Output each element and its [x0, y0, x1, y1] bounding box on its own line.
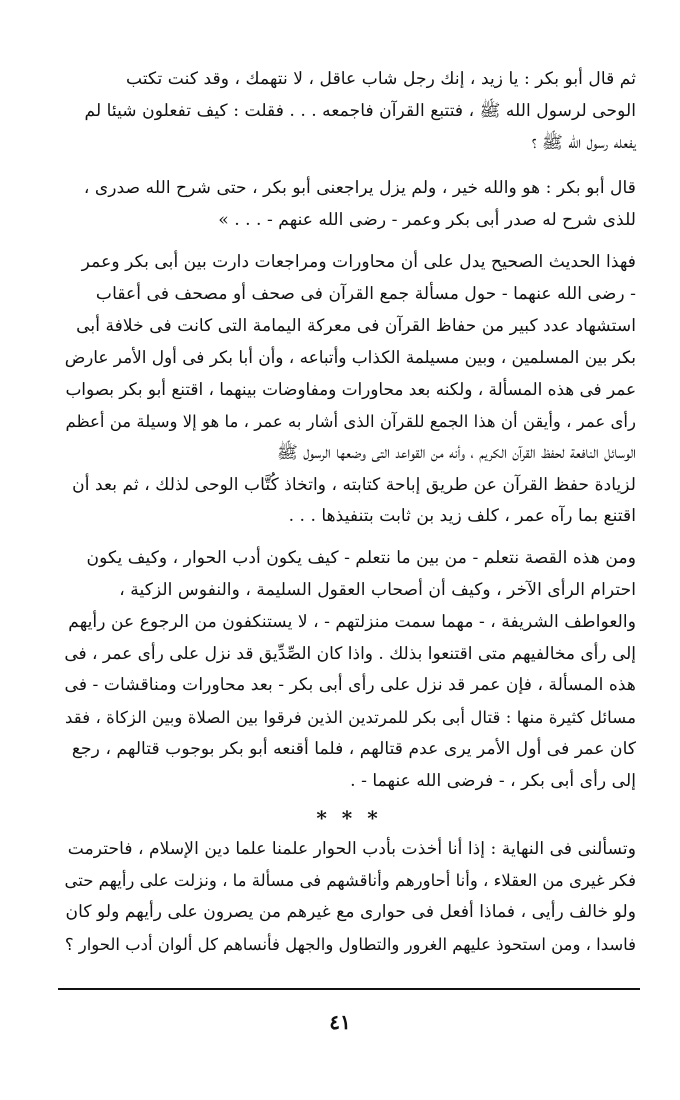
paragraph-1	[62, 64, 636, 159]
page-body	[62, 64, 636, 961]
text-line: كان عمر فى أول الأمر يرى عدم قتالهم ، فلما أقنعه أبو بكر بوجوب قتالهم ، رجع	[71, 738, 636, 759]
paragraph-3	[62, 247, 636, 533]
text-line: فكر غيرى من العقلاء ، وأنا أحاورهم وأناقشهم فى مسألة ما ، ونزلت على رأيهم حتى	[64, 871, 636, 891]
text-line: رأى عمر ، وأيقن أن هذا الجمع للقرآن الذى أشار به عمر ، ما هو إلا وسيلة من أعظم	[65, 411, 636, 431]
text-line: فهذا الحديث الصحيح يدل على أن محاورات ومراجعات دارت بين أبى بكر وعمر	[81, 251, 636, 272]
footer-rule	[58, 988, 640, 990]
text-line: احترام الرأى الآخر ، وكيف أن أصحاب العقول السليمة ، والنفوس الزكية ،	[119, 579, 636, 600]
paragraph-5	[62, 834, 636, 961]
text-line: مسائل كثيرة منها : قتال أبى بكر للمرتدين الذين فرقوا بين الصلاة وبين الزكاة ، فقد	[65, 708, 636, 728]
paragraph-2	[62, 173, 636, 237]
text-line: - رضى الله عنهما - حول مسألة جمع القرآن فى صحف أو مصحف فى أعقاب	[95, 283, 636, 304]
paragraph-4	[62, 543, 636, 797]
text-line: إلى رأى مخالفيهم متى اقتنعوا بذلك . واذا كان الصِّدِّيق قد نزل على رأى عمر ، فى	[64, 643, 636, 664]
text-line: ومن هذه القصة نتعلم - من بين ما نتعلم - كيف يكون أدب الحوار ، وكيف يكون	[86, 548, 636, 569]
text-line: هذه المسألة ، فإن عمر قد نزل على رأى أبى بكر - بعد محاورات ومناقشات - فى	[64, 675, 636, 696]
text-line: وتسألنى فى النهاية : إذا أنا أخذت بأدب الحوار علمنا علما دين الإسلام ، فاحترمت	[67, 838, 636, 859]
text-line: ثم قال أبو بكر : يا زيد ، إنك رجل شاب عاقل ، لا نتهمك ، وقد كنت تكتب	[125, 69, 636, 89]
text-line: والعواطف الشريفة ، - مهما سمت منزلتهم - ، لا يستنكفون من الرجوع عن رأيهم	[68, 611, 636, 632]
text-line: فاسدا ، ومن استحوذ عليهم الغرور والتطاول والجهل فأنساهم كل ألوان أدب الحوار ؟	[64, 934, 636, 954]
text-line: ولو خالف رأيى ، فماذا أفعل فى حوارى مع غيرهم من يصرون على رأيهم ولو كان	[65, 902, 636, 923]
page-number: ٤١	[329, 1010, 351, 1034]
text-line: قال أبو بكر : هو والله خير ، ولم يزل يراجعنى أبو بكر ، حتى شرح الله صدرى ،	[83, 178, 636, 199]
text-line: الوحى لرسول الله ﷺ ، فتتبع القرآن فاجمعه . . . فقلت : كيف تفعلون شيئا لم	[84, 100, 636, 121]
text-line: إلى رأى أبى بكر ، - فرضى الله عنهما - .	[350, 770, 636, 791]
text-line: الوسائل النافعة لحفظ القرآن الكريم ، وأنه من القواعد التى وضعها الرسول ﷺ	[277, 442, 636, 463]
text-line: استشهاد عدد كبير من حفاظ القرآن فى معركة اليمامة التى كانت فى خلافة أبى	[76, 315, 636, 336]
text-line: يفعله رسول الله ﷺ ؟	[531, 132, 636, 153]
text-line: للذى شرح له صدر أبى بكر وعمر - رضى الله عنهم - . . . »	[218, 210, 636, 231]
text-line: اقتنع بما رآه عمر ، كلف زيد بن ثابت بتنفيذها . . .	[288, 506, 636, 527]
text-line: لزيادة حفظ القرآن عن طريق إباحة كتابته ، واتخاذ كُتَّاب الوحى لذلك ، ثم بعد أن	[72, 474, 636, 495]
text-line: بكر بين المسلمين ، وبين مسيلمة الكذاب وأتباعه ، وأن أبا بكر فى أول الأمر عارض	[64, 347, 636, 368]
text-line: عمر فى هذه المسألة ، ولكنه بعد محاورات ومفاوضات بينهما ، اقتنع أبو بكر بصواب	[65, 379, 636, 400]
section-separator: * * *	[316, 805, 382, 830]
